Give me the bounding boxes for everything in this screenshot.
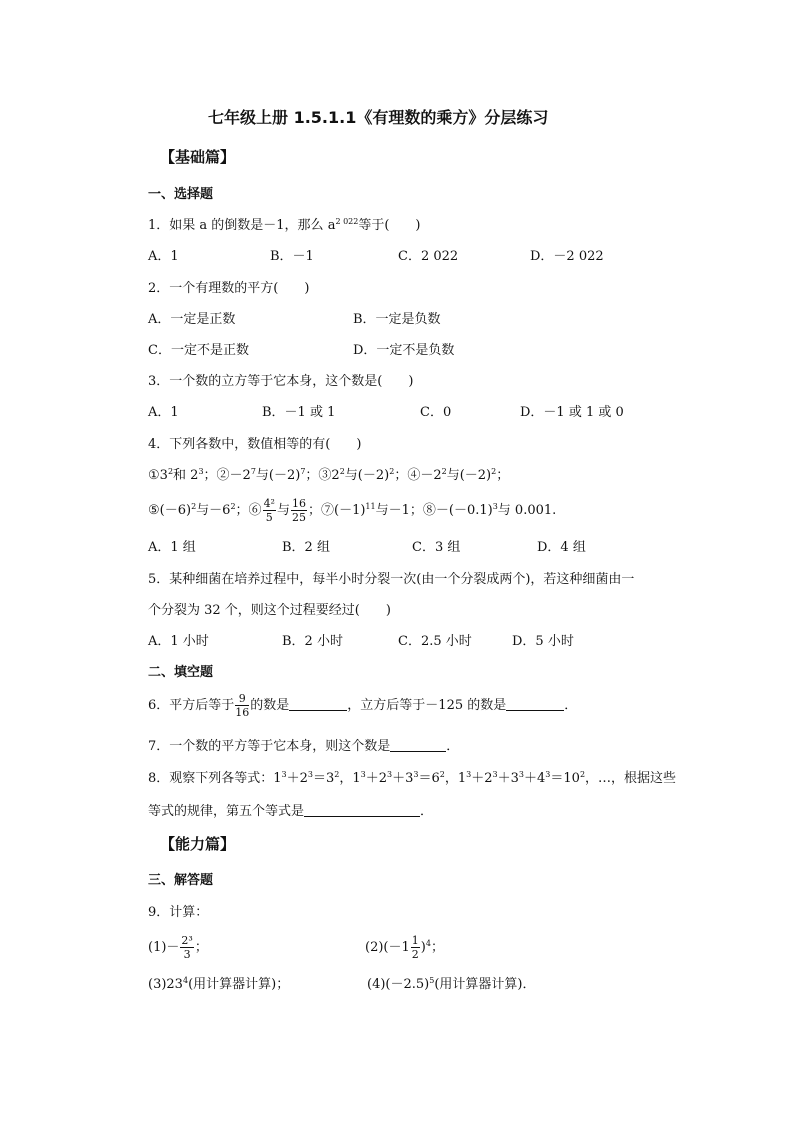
q2-option-b: B．一定是负数 (353, 312, 441, 327)
q5-option-d: D．5 小时 (512, 634, 574, 649)
q7-text: 7．一个数的平方等于它本身，则这个数是 (148, 739, 391, 754)
question-2: 2．一个有理数的平方( ) (148, 281, 310, 296)
q3-option-d: D．－1 或 1 或 0 (520, 405, 624, 420)
q4-exp: 3 (492, 502, 498, 511)
q4-fraction-2 (291, 498, 307, 523)
q8-text: 8．观察下列各等式：1 (148, 771, 282, 786)
question-3: 3．一个数的立方等于它本身，这个数是( ) (148, 374, 414, 389)
q5-option-a: A．1 小时 (148, 634, 209, 649)
q6-text: 6．平方后等于 (148, 698, 235, 713)
q9-exp: 4 (182, 976, 189, 985)
q4-text: ；④－2 (394, 468, 442, 483)
q6-text: ． (564, 698, 578, 713)
question-9: 9．计算： (148, 905, 209, 920)
q8-text: ＋2 (365, 771, 388, 786)
q8-text: ＋3 (392, 771, 414, 786)
q4-exp: 11 (365, 502, 376, 511)
q9-part-4 (367, 978, 535, 991)
q4-option-c: C．3 组 (412, 540, 461, 555)
q5-option-c: C．2.5 小时 (398, 634, 472, 649)
q4-text: ；②－2 (203, 468, 251, 483)
q9-text: (1)－ (148, 940, 180, 955)
q4-option-d: D．4 组 (537, 540, 586, 555)
q3-option-a: A．1 (148, 405, 179, 420)
q4-text: 与－1；⑧－(－0.1) (375, 503, 493, 518)
q6-text: 的数是 (250, 698, 290, 713)
q5-option-b: B．2 小时 (282, 634, 343, 649)
q8-exp: 3 (492, 770, 498, 779)
q1-stem-b: 等于( ) (358, 218, 421, 233)
q4-text: ；⑦(－1) (308, 503, 366, 518)
q9-fraction-1 (180, 935, 193, 960)
q4-exp: 2 (230, 502, 236, 511)
q1-option-b: B．－1 (270, 249, 314, 264)
q4-text: ⑤(－6) (148, 503, 192, 518)
q4-text: 与(－2) (344, 468, 390, 483)
fraction-numerator: 4² (263, 497, 275, 510)
q9-fraction-2 (411, 935, 420, 960)
q4-items-row-2 (148, 498, 556, 523)
q9-part-2 (365, 935, 444, 960)
fraction-denominator: 2 (411, 948, 419, 961)
q6-text: ，立方后等于－125 的数是 (347, 698, 507, 713)
q4-exp: 2 (339, 467, 345, 476)
q8-exp: 2 (334, 770, 340, 779)
q4-option-a: A．1 组 (148, 540, 196, 555)
q3-option-b: B．－1 或 1 (262, 405, 336, 420)
fraction-numerator: 9 (235, 693, 249, 706)
q8-exp: 3 (466, 770, 472, 779)
fraction-denominator: 5 (265, 511, 273, 524)
q4-text: ； (496, 468, 510, 483)
q4-text: 与(－2) (255, 468, 301, 483)
q6-fraction (235, 693, 249, 718)
q4-text: 与(－2) (446, 468, 492, 483)
q2-option-d: D．一定不是负数 (353, 343, 455, 358)
q2-option-a: A．一定是正数 (148, 312, 236, 327)
q4-exp: 2 (441, 467, 447, 476)
q4-text: ；③2 (305, 468, 340, 483)
q2-option-c: C．一定不是正数 (148, 343, 249, 358)
q4-exp: 3 (198, 467, 204, 476)
question-7 (148, 739, 459, 753)
fraction-numerator: 2³ (181, 934, 193, 947)
part-choice-heading: 一、选择题 (148, 187, 214, 202)
q1-option-c: C．2 022 (398, 249, 459, 264)
q8-exp: 3 (281, 770, 287, 779)
q8-text: ，…，根据这些 (585, 771, 677, 786)
q4-text: 与－6 (196, 503, 231, 518)
q8-exp: 3 (518, 770, 525, 779)
fraction-numerator: 1 (411, 934, 419, 947)
page-title: 七年级上册 1.5.1.1《有理数的乘方》分层练习 (208, 108, 549, 127)
q4-option-b: B．2 组 (282, 540, 330, 555)
q9-exp: 5 (429, 976, 435, 985)
q8-text: ＋2 (286, 771, 308, 786)
answer-blank[interactable] (506, 698, 564, 711)
q8-text: ＋2 (471, 771, 493, 786)
q8-exp: 3 (387, 770, 393, 779)
q8-text: ＝3 (313, 771, 335, 786)
q1-stem-a: 1．如果 a 的倒数是－1，那么 a (148, 218, 336, 233)
q8-text: ＋3 (497, 771, 519, 786)
q8-exp: 3 (360, 770, 366, 779)
section-basic: 【基础篇】 (160, 148, 236, 166)
q4-exp: 2 (191, 502, 197, 511)
q4-exp: 2 (389, 467, 395, 476)
question-8-line-1 (148, 772, 676, 785)
q4-text: 与 (276, 503, 290, 518)
q8-exp: 2 (579, 770, 586, 779)
q9-text: (4)(－2.5) (367, 977, 430, 992)
q4-text: 与 0.001. (497, 503, 557, 518)
q4-items-row-1 (148, 469, 509, 482)
q8-text: ＝10 (550, 771, 580, 786)
q4-exp: 7 (300, 467, 306, 476)
q8-text: ． (420, 804, 434, 819)
section-ability: 【能力篇】 (160, 835, 236, 853)
answer-blank[interactable] (304, 804, 420, 817)
q7-text: ． (446, 739, 460, 754)
q8-exp: 2 (439, 770, 445, 779)
q4-text: ①3 (148, 468, 168, 483)
question-6 (148, 693, 577, 718)
answer-blank[interactable] (390, 739, 446, 752)
fraction-denominator: 16 (235, 706, 250, 719)
q4-fraction-1 (263, 498, 276, 523)
question-4: 4．下列各数中，数值相等的有( ) (148, 437, 362, 452)
q8-text: ＋4 (524, 771, 546, 786)
part-fill-heading: 二、填空题 (148, 665, 214, 680)
q4-text: ；⑥ (235, 503, 262, 518)
q8-text: 等式的规律，第五个等式是 (148, 804, 305, 819)
q8-text: ，1 (339, 771, 361, 786)
q9-text: (3)23 (148, 977, 183, 992)
q9-text: ； (194, 940, 208, 955)
q4-exp: 7 (250, 467, 256, 476)
question-8-line-2 (148, 804, 433, 818)
q4-exp: 2 (167, 467, 174, 476)
fraction-denominator: 25 (292, 511, 306, 524)
q1-option-a: A．1 (148, 249, 179, 264)
question-5-line-2: 个分裂为 32 个，则这个过程要经过( ) (148, 603, 391, 618)
q9-text: ) (420, 940, 426, 955)
q9-text: (用计算器计算)． (434, 977, 536, 992)
q9-text: ； (430, 940, 444, 955)
answer-blank[interactable] (289, 698, 347, 711)
q8-text: ，1 (444, 771, 467, 786)
q1-exponent: 2 022 (335, 217, 359, 226)
q3-option-c: C．0 (420, 405, 452, 420)
q9-text: (2)(－1 (365, 940, 410, 955)
q8-text: ＝6 (418, 771, 440, 786)
q8-exp: 3 (413, 770, 419, 779)
q4-text: 和 2 (173, 468, 199, 483)
question-1 (148, 219, 421, 232)
q4-exp: 2 (491, 467, 497, 476)
q9-part-3 (148, 978, 289, 991)
q9-part-1 (148, 935, 208, 960)
q9-text: (用计算器计算)； (188, 977, 290, 992)
q1-option-d: D．－2 022 (530, 249, 604, 264)
question-5-line-1: 5．某种细菌在培养过程中，每半小时分裂一次(由一个分裂成两个)，若这种细菌由一 (148, 572, 635, 587)
q8-exp: 3 (307, 770, 314, 779)
fraction-numerator: 16 (292, 497, 306, 510)
part-solve-heading: 三、解答题 (148, 873, 214, 888)
q8-exp: 3 (545, 770, 551, 779)
q9-exp: 4 (425, 939, 431, 948)
fraction-denominator: 3 (183, 948, 191, 961)
